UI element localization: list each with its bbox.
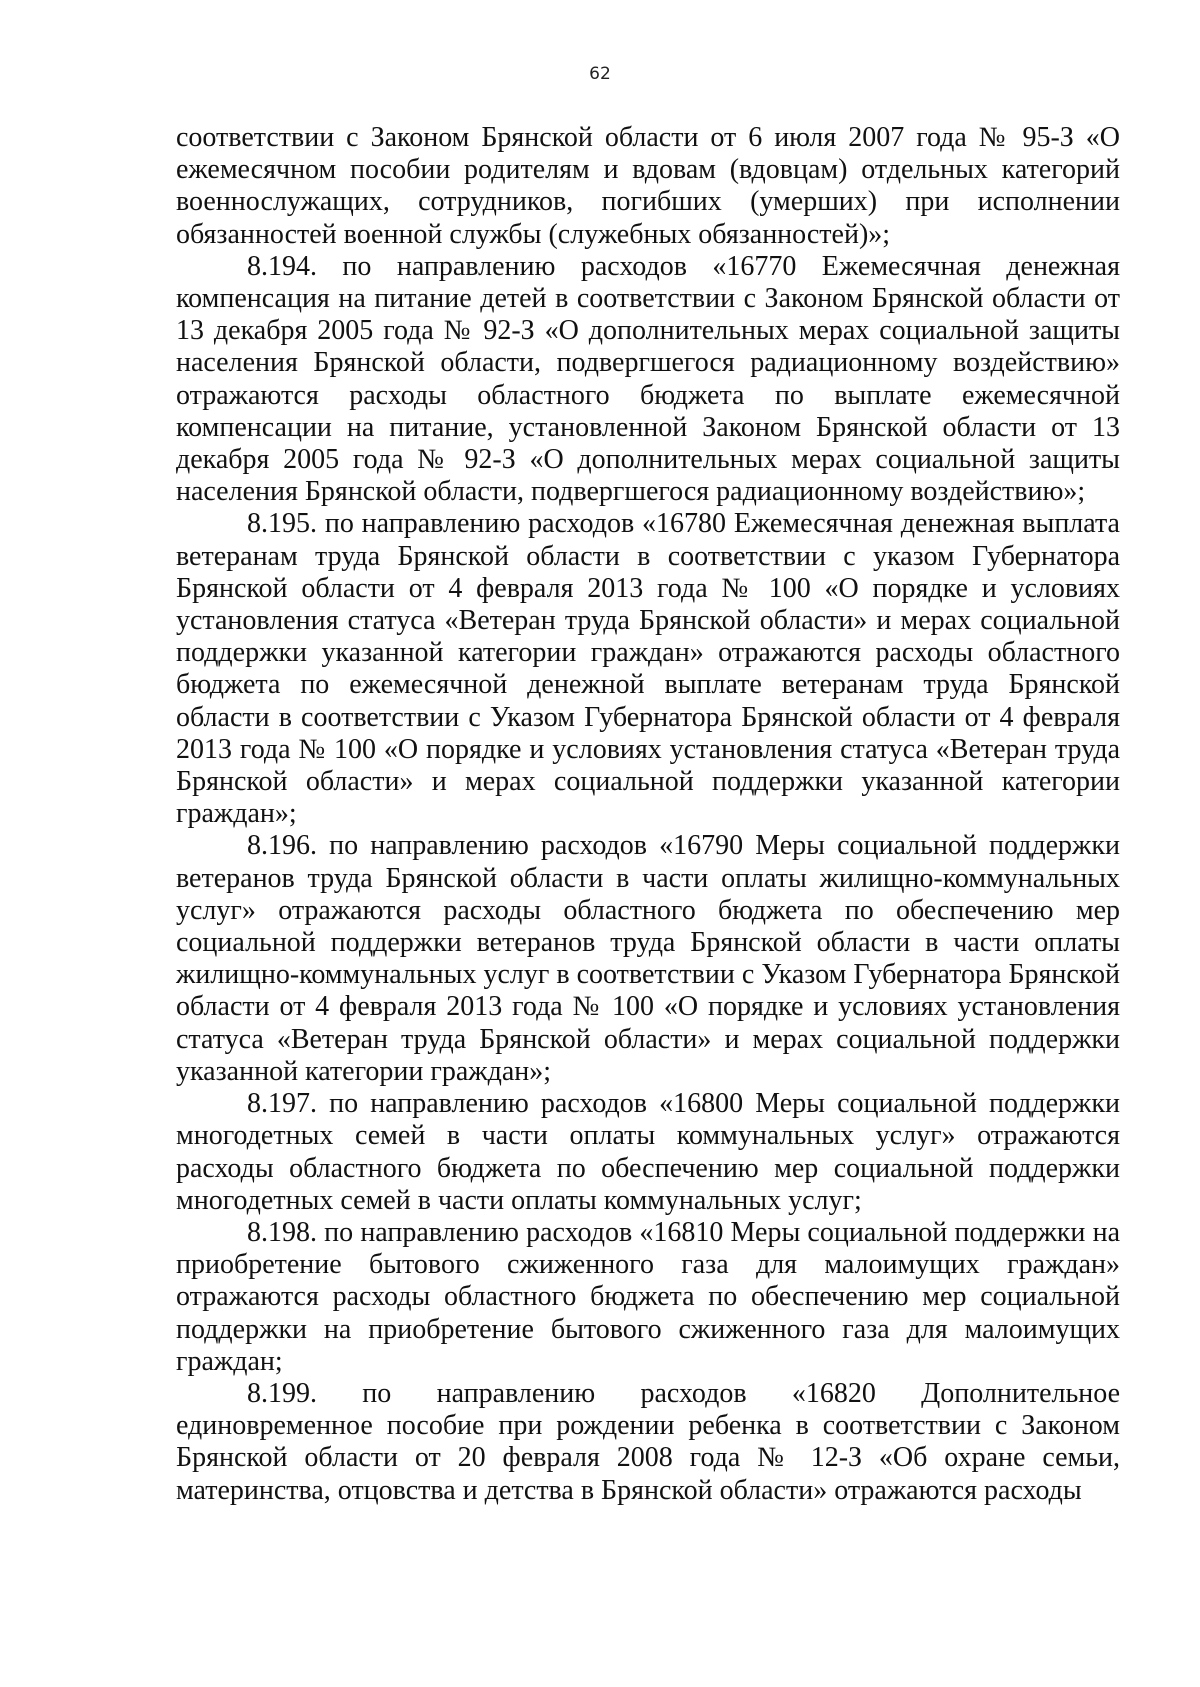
paragraph-8-197: 8.197. по направлению расходов «16800 Меры социальной поддержки многодетных семей в части оплаты коммунальных услуг» отражаются расходы областного бюджета по обеспечению мер социальной поддержки многодетных семей в части оплаты коммунальных услуг; — [176, 1088, 1120, 1216]
page-number: 62 — [589, 64, 611, 84]
paragraph-8-195: 8.195. по направлению расходов «16780 Ежемесячная денежная выплата ветеранам труда Брянской области в соответствии с указом Губернатора Брянской области от 4 февраля 2013 года № 100 «О порядке и условиях установления статуса «Ветеран труда Брянской области» и мерах социальной поддержки указанной категории граждан» отражаются расходы областного бюджета по ежемесячной денежной выплате ветеранам труда Брянской области в соответствии с Указом Губернатора Брянской области от 4 февраля 2013 года № 100 «О порядке и условиях установления статуса «Ветеран труда Брянской области» и мерах социальной поддержки указанной категории граждан»; — [176, 508, 1120, 830]
paragraph-8-199: 8.199. по направлению расходов «16820 Дополнительное единовременное пособие при рождении ребенка в соответствии с Законом Брянской области от 20 февраля 2008 года № 12-З «Об охране семьи, материнства, отцовства и детства в Брянской области» отражаются расходы — [176, 1377, 1120, 1506]
paragraph-8-196: 8.196. по направлению расходов «16790 Меры социальной поддержки ветеранов труда Брянской области в части оплаты жилищно-коммунальных услуг» отражаются расходы областного бюджета по обеспечению мер социальной поддержки ветеранов труда Брянской области в части оплаты жилищно-коммунальных услуг в соответствии с Указом Губернатора Брянской области от 4 февраля 2013 года № 100 «О порядке и условиях установления статуса «Ветеран труда Брянской области» и мерах социальной поддержки указанной категории граждан»; — [176, 830, 1120, 1087]
paragraph-8-198: 8.198. по направлению расходов «16810 Меры социальной поддержки на приобретение бытового сжиженного газа для малоимущих граждан» отражаются расходы областного бюджета по обеспечению мер социальной поддержки на приобретение бытового сжиженного газа для малоимущих граждан; — [176, 1216, 1120, 1377]
paragraph-continuation: соответствии с Законом Брянской области от 6 июля 2007 года № 95-З «О ежемесячном пособии родителям и вдовам (вдовцам) отдельных категорий военнослужащих, сотрудников, погибших (умерших) при исполнении обязанностей военной службы (служебных обязанностей)»; — [176, 122, 1120, 250]
paragraph-8-194: 8.194. по направлению расходов «16770 Ежемесячная денежная компенсация на питание детей в соответствии с Законом Брянской области от 13 декабря 2005 года № 92-З «О дополнительных мерах социальной защиты населения Брянской области, подвергшегося радиационному воздействию» отражаются расходы областного бюджета по выплате ежемесячной компенсации на питание, установленной Законом Брянской области от 13 декабря 2005 года № 92-З «О дополнительных мерах социальной защиты населения Брянской области, подвергшегося радиационному воздействию»; — [176, 250, 1120, 508]
document-body — [176, 122, 1120, 1507]
